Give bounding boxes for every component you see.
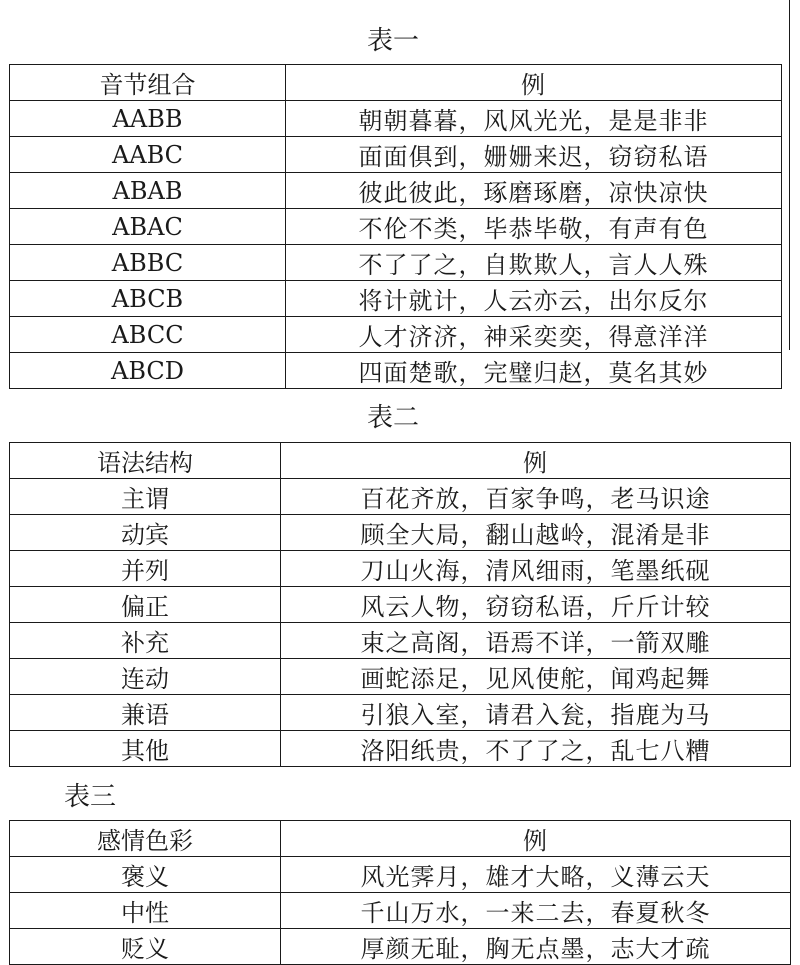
column-header-example: 例 [281,821,791,857]
table-row [10,731,791,767]
table-row [10,587,791,623]
row-key: ABBC [10,245,286,281]
table-row [10,101,782,137]
row-key: 中性 [10,893,281,929]
table3-caption: 表三 [64,782,117,812]
row-examples: 厚颜无耻，胸无点墨，志大才疏 [281,929,791,965]
table-row [10,353,782,389]
table-row [10,281,782,317]
table-row [10,317,782,353]
row-key: ABAB [10,173,286,209]
row-examples: 彼此彼此，琢磨琢磨，凉快凉快 [286,173,782,209]
table-header-row [10,443,791,479]
table3-emotional-color [9,820,791,965]
column-header-example: 例 [281,443,791,479]
row-examples: 不了了之，自欺欺人，言人人殊 [286,245,782,281]
table-row [10,245,782,281]
row-key: 并列 [10,551,281,587]
row-examples: 刀山火海，清风细雨，笔墨纸砚 [281,551,791,587]
table-row [10,623,791,659]
row-examples: 画蛇添足，见风使舵，闻鸡起舞 [281,659,791,695]
table1-right-edge-line [789,0,790,350]
row-key: 动宾 [10,515,281,551]
row-examples: 千山万水，一来二去，春夏秋冬 [281,893,791,929]
table-row [10,695,791,731]
table-row [10,857,791,893]
table-header-row [10,65,782,101]
row-examples: 洛阳纸贵，不了了之，乱七八糟 [281,731,791,767]
row-key: 其他 [10,731,281,767]
row-key: AABB [10,101,286,137]
row-examples: 四面楚歌，完璧归赵，莫名其妙 [286,353,782,389]
table-row [10,929,791,965]
row-examples: 引狼入室，请君入瓮，指鹿为马 [281,695,791,731]
row-examples: 风光霁月，雄才大略，义薄云天 [281,857,791,893]
row-key: ABCB [10,281,286,317]
column-header-emotion: 感情色彩 [10,821,281,857]
table2-grammar-structure [9,442,791,767]
table2-caption: 表二 [367,403,420,433]
row-key: 贬义 [10,929,281,965]
table-row [10,551,791,587]
row-key: 主谓 [10,479,281,515]
column-header-example: 例 [286,65,782,101]
row-key: 偏正 [10,587,281,623]
row-key: 连动 [10,659,281,695]
row-examples: 人才济济，神采奕奕，得意洋洋 [286,317,782,353]
table-row [10,659,791,695]
row-examples: 束之高阁，语焉不详，一箭双雕 [281,623,791,659]
row-examples: 朝朝暮暮，风风光光，是是非非 [286,101,782,137]
row-examples: 不伦不类，毕恭毕敬，有声有色 [286,209,782,245]
row-key: 兼语 [10,695,281,731]
column-header-grammar: 语法结构 [10,443,281,479]
row-key: AABC [10,137,286,173]
row-key: ABAC [10,209,286,245]
row-key: ABCC [10,317,286,353]
row-examples: 面面俱到，姗姗来迟，窃窃私语 [286,137,782,173]
table-header-row [10,821,791,857]
row-examples: 顾全大局，翻山越岭，混淆是非 [281,515,791,551]
row-examples: 百花齐放，百家争鸣，老马识途 [281,479,791,515]
table-row [10,173,782,209]
table-row [10,515,791,551]
row-key: 褒义 [10,857,281,893]
row-examples: 风云人物，窃窃私语，斤斤计较 [281,587,791,623]
table-row [10,893,791,929]
row-examples: 将计就计，人云亦云，出尔反尔 [286,281,782,317]
table-row [10,137,782,173]
column-header-syllable: 音节组合 [10,65,286,101]
table1-syllable-combination [9,64,782,389]
table-row [10,479,791,515]
table1-caption: 表一 [367,26,420,56]
table-row [10,209,782,245]
row-key: 补充 [10,623,281,659]
row-key: ABCD [10,353,286,389]
